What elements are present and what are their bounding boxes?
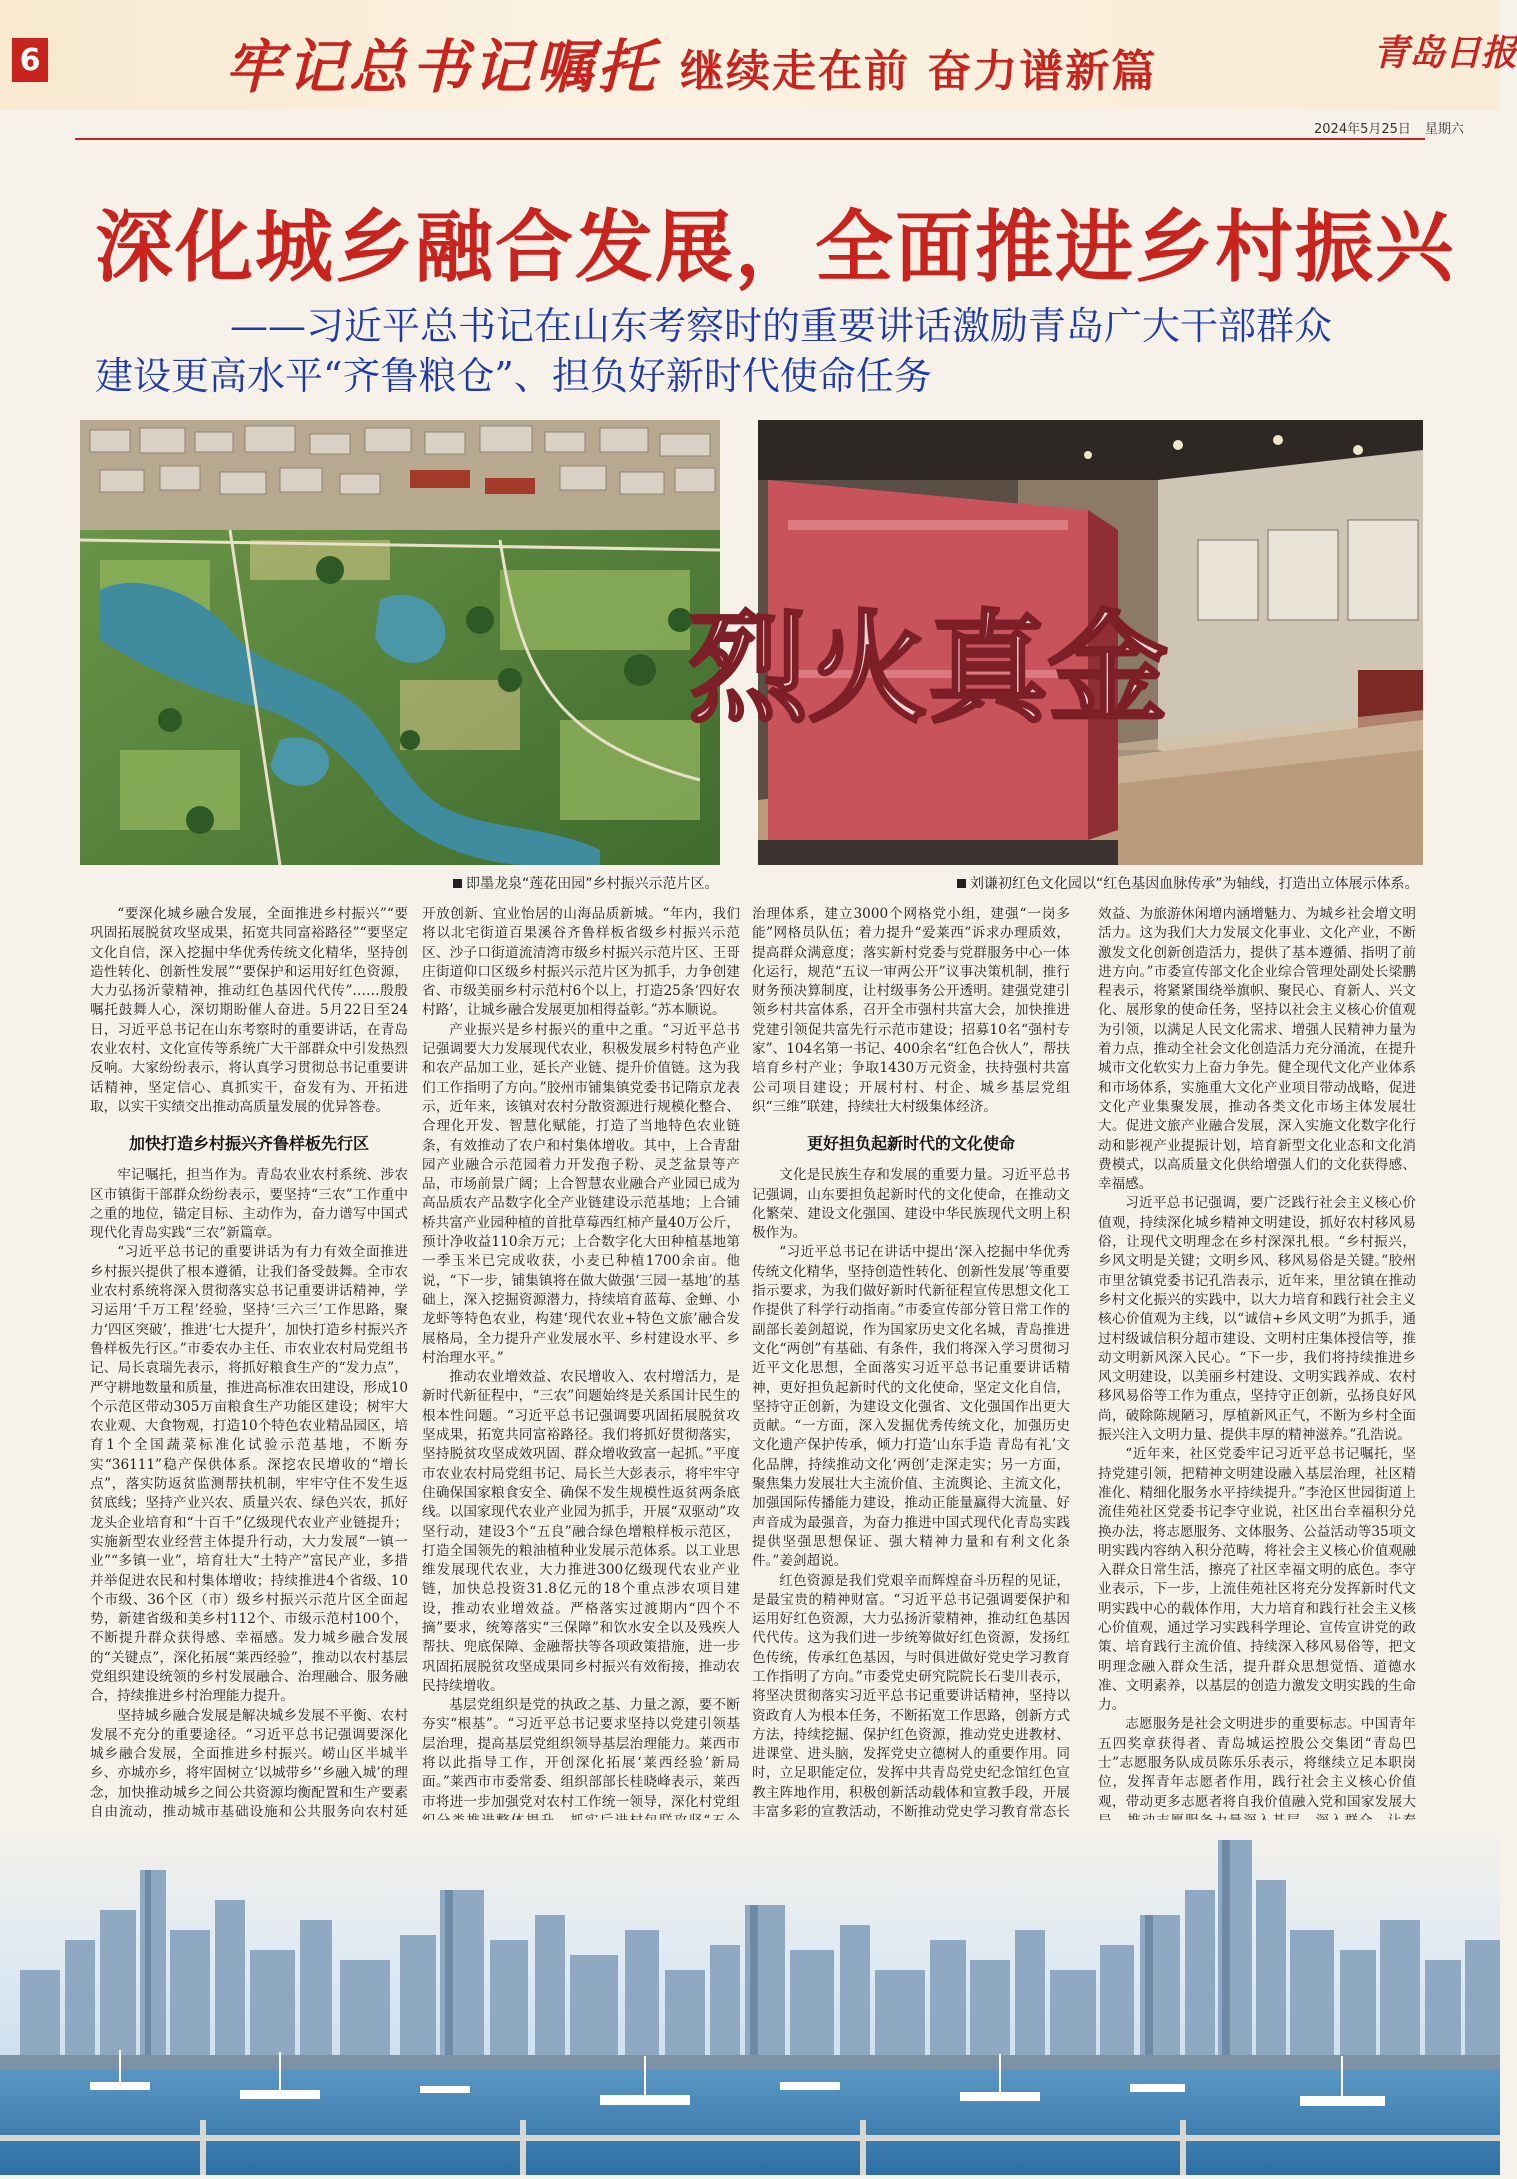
paragraph: 红色资源是我们党艰辛而辉煌奋斗历程的见证，是最宝贵的精神财富。“习近平总书记强调要保护和运用好红色资源，大力弘扬沂蒙精神，推动红色基因代代传。这为我们进一步统筹做好红色资源，发扬红色传统，传承红色基因，与时俱进做好党史学习教育工作指明了方向。”市委党史研究院院长石斐川表示，将坚决贯彻落实习近平总书记重要讲话精神，坚持以资政育人为根本任务，不断拓宽工作思路，创新方式方法，持续挖掘、保护红色资源，推动党史进教材、进课堂、进头脑，发挥党史立德树人的重要作用。同时，立足职能定位，发挥中共青岛党史纪念馆红色宣教主阵地作用，积极创新活动载体和宣教手段，开展丰富多彩的宣教活动，不断推动党史学习教育常态长 (752, 1572, 1070, 1821)
section-heading-rural: 加快打造乡村振兴齐鲁样板先行区 (128, 1134, 369, 1154)
article-column-4 (1098, 905, 1416, 1979)
page-number: 6 (12, 38, 48, 82)
banner-slogan: 继续走在前 奋力谱新篇 (680, 46, 1158, 97)
main-headline: 深化城乡融合发展，全面推进乡村振兴 (95, 202, 1456, 293)
paragraph: “近年来，社区党委牢记习近平总书记嘱托，坚持党建引领，把精神文明建设融入基层治理，社区精准化、精细化服务水平持续提升。”李沧区世园街道上流佳苑社区党委书记李守业说，社区出台幸福积分兑换办法，将志愿服务、文体服务、公益活动等35项文明实践内容纳入积分范畴，将社会主义核心价值观融入群众日常生活，擦亮了社区幸福文明的底色。李守业表示，下一步，上流佳苑社区将充分发挥新时代文明实践中心的载体作用，大力培育和践行社会主义核心价值观，通过学习实践科学理论、宣传宣讲党的政策、培育践行主流价值、持续深入移风易俗等，把文明理念融入群众生活，提升群众思想觉悟、道德水准、文明素养，以基层的创造力激发文明实践的生命力。 (1098, 1446, 1416, 1714)
photo-caption-left: 即墨龙泉“莲花田园”乡村振兴示范片区。 (453, 873, 719, 893)
header-divider (75, 138, 1425, 140)
article-column-1 (90, 905, 408, 1900)
city-skyline-photo (0, 1820, 1500, 2175)
paragraph: 习近平总书记强调，要广泛践行社会主义核心价值观，持续深化城乡精神文明建设，抓好农村移风易俗，让现代文明理念在乡村深深扎根。“乡村振兴，乡风文明是关键；文明乡风、移风易俗是关键。”胶州市里岔镇党委书记孔浩表示，近年来，里岔镇在推动乡村文化振兴的实践中，以大力培育和践行社会主义核心价值观为主线，以“诚信+乡风文明”为抓手，通过村级诚信积分超市建设、文明村庄集体授信等，推动文明新风深入民心。“下一步，我们将持续推进乡风文明建设，以美丽乡村建设、文明实践养成、农村移风易俗等工作为重点，坚持守正创新，弘扬良好风尚，破除陈规陋习，厚植新风正气，不断为乡村全面振兴注入文明力量、提供丰厚的精神滋养。”孔浩说。 (1098, 1195, 1416, 1444)
newspaper-logo: 青岛日报 (1373, 32, 1517, 74)
article-column-3 (752, 905, 1070, 1938)
paragraph: 产业振兴是乡村振兴的重中之重。“习近平总书记强调要大力发展现代农业，积极发展乡村特色产业和农产品加工业，延长产业链、提升价值链。这为我们工作指明了方向。”胶州市铺集镇党委书记隋京龙表示，近年来，该镇对农村分散资源进行规模化整合、合理化开发、智慧化赋能，打造了当地特色农业链条，有效推动了农户和村集体增收。其中，上合青甜园产业融合示范园着力开发孢子粉、灵芝盆景等产品，市场前景广阔；上合智慧农业融合产业园已成为高品质农产品数字化全产业链建设示范基地；上合铺桥共富产业园种植的首批草莓西红柿产量40万公斤，预计净收益110余万元；上合数字化大田种植基地第一季玉米已完成收获，小麦已种植1700余亩。他说，“下一步，铺集镇将在做大做强‘三园一基地’的基础上，深入挖掘资源潜力，持续培育蓝莓、金蝉、小龙虾等特色农业，构建‘现代农业+特色文旅’融合发展格局，全力提升产业发展水平、乡村建设水平、乡村治理水平。” (422, 1021, 740, 1366)
subheadline-line-1: ——习近平总书记在山东考察时的重要讲话激励青岛广大干部群众 (230, 304, 1333, 348)
photo-caption-right: 刘谦初红色文化园以“红色基因血脉传承”为轴线，打造出立体展示体系。 (957, 873, 1419, 893)
paragraph: “习近平总书记在讲话中提出‘深入挖掘中华优秀传统文化精华，坚持创造性转化、创新性发展’等重要指示要求，为我们做好新时代新征程宣传思想文化工作提供了科学行动指南。”市委宣传部分管日常工作的副部长姜剑超说，作为国家历史文化名城，青岛推进文化“两创”有基础、有条件，我们将深入学习贯彻习近平文化思想，全面落实习近平总书记重要讲话精神，更好担负起新时代的文化使命，坚定文化自信，坚持守正创新，为建设文化强省、文化强国作出更大贡献。“一方面，深入发掘优秀传统文化，加强历史文化遗产保护传承，倾力打造‘山东手造 青岛有礼’文化品牌，持续推动文化‘两创’走深走实；另一方面，聚焦集力发展壮大主流价值、主流舆论、主流文化，加强国际传播能力建设，推动正能量赢得大流量、好声音成为最强音，为奋力推进中国式现代化青岛实践提供坚强思想保证、强大精神力量和有利文化条件。”姜剑超说。 (752, 1244, 1070, 1570)
aerial-village-photo (80, 420, 720, 865)
exhibition-hall-photo (688, 420, 1423, 865)
article-column-2 (422, 905, 740, 1928)
paragraph: 志愿服务是社会文明进步的重要标志。中国青年五四奖章获得者、青岛城运控股公交集团“青岛巴士”志愿服务队成员陈乐乐表示，将继续立足本职岗位，发挥青年志愿者作用，践行社会主义核心价值观，带动更多志愿者将自我价值融入党和国家发展大 (1098, 1716, 1416, 1810)
banner-calligraphy: 牢记总书记嘱托 (225, 33, 660, 101)
paragraph: 治理体系，建立3000个网格党小组，建强“一岗多能”网格员队伍；着力提升“爱莱西”诉求办理质效，提高群众满意度；落实新村党委与党群服务中心一体化运行，规范“五议一审两公开”议事决策机制，推行财务预决算制度，让村级事务公开透明。建强党建引领乡村共富体系，召开全市强村共富大会，加快推进党建引领促共富先行示范市建设；招募10名“强村专家”、104名第一书记、400余名“红色合伙人”，帮扶培育乡村产业；争取1430万元资金，扶持强村共富公司项目建设；开展村村、村企、城乡基层党组织“三维”联建，持续壮大村级集体经济。 (752, 906, 1070, 1115)
section-heading-culture: 更好担负起新时代的文化使命 (806, 1134, 1015, 1154)
paragraph: 基层党组织是党的执政之基、力量之源，要不断夯实“根基”。“习近平总书记要求坚持以党建引领基层治理，提高基层党组织领导基层治理能力。莱西市将以此指导工作，开创深化拓展‘莱西经验’新局面。”莱西市市委常委、组织部部长桂晓峰表示，莱西市将进一步加强党对农村工作统一领导，深化村党组 (422, 1697, 740, 1810)
paragraph: 坚持城乡融合发展是解决城乡发展不平衡、农村发展不充分的重要途径。“习近平总书记强调要深化城乡融合发展，全面推进乡村振兴。崂山区半城半乡、亦城亦乡，将牢固树立‘以城带乡’‘乡融入城’的理念，加快推动城乡之间公共资源均衡配置和生产要素自由流动，推动城市基础设施和公共服务向农村延 (90, 1707, 408, 1821)
paragraph: 牢记嘱托，担当作为。青岛农业农村系统、涉农区市镇街干部群众纷纷表示，要坚持“三农”工作重中之重的地位，锚定目标、主动作为，奋力谱写中国式现代化青岛实践“三农”新篇章。 (90, 1167, 408, 1242)
paragraph: 效益、为旅游休闲增内涵增魅力、为城乡社会增文明活力。这为我们大力发展文化事业、文化产业，不断激发文化创新创造活力，提供了基本遵循、指明了前进方向。”市委宣传部文化企业综合管理处副处长梁鹏程表示，将紧紧围绕举旗帜、聚民心、育新人、兴文化、展形象的使命任务，坚持以社会主义核心价值观为引领，以满足人民文化需求、增强人民精神力量为着力点，推动全社会文化创造活力充分涌流，在提升城市文化软实力上奋力争先。健全现代文化产业体系和市场体系，实施重大文化产业项目带动战略，促进文化产业集聚发展，推动各类文化市场主体发展壮大。促进文旅产业融合发展，深入实施文化数字化行动和影视产业提振计划，培育新型文化业态和文化消费模式，以高质量文化供给增强人们的文化获得感、幸福感。 (1098, 906, 1416, 1193)
paragraph: 开放创新、宜业怡居的山海品质新城。“年内，我们将以北宅街道百果溪谷齐鲁样板省级乡村振兴示范区、沙子口街道流清湾市级乡村振兴示范片区、王哥庄街道仰口区级乡村振兴示范片区为抓手，力争创建省、市级美丽乡村示范村6个以上，打造25条‘四好农村路’，让城乡融合发展更加相得益彰。”苏本顺说。 (422, 906, 740, 1019)
paragraph: “要深化城乡融合发展，全面推进乡村振兴”“要巩固拓展脱贫攻坚成果，拓宽共同富裕路径”“要坚定文化自信，深入挖掘中华优秀传统文化精华，坚持创造性转化、创新性发展”“要保护和运用好红色资源，大力弘扬沂蒙精神，推动红色基因代代传”……殷殷嘱托鼓舞人心，深切期盼催人奋进。5月22日至24日，习近平总书记在山东考察时的重要讲话，在青岛农业农村、文化宣传等系统广大干部群众中引发热烈反响。大家纷纷表示，将认真学习贯彻总书记重要讲话精神，坚定信心、真抓实干，奋发有为、开拓进取，以实干实绩交出推动高质量发展的优异答卷。 (90, 906, 408, 1115)
paragraph: “习近平总书记的重要讲话为有力有效全面推进乡村振兴提供了根本遵循，让我们备受鼓舞。全市农业农村系统将深入贯彻落实总书记重要讲话精神，学习运用‘千万工程’经验，坚持‘三六三’工作思路，聚力‘四区突破’，推进‘七大提升’，加快打造乡村振兴齐鲁样板先行区。”市委农办主任、市农业农村局党组书记、局长袁瑞先表示，将抓好粮食生产的“发力点”，严守耕地数量和质量，推进高标准农田建设，形成10个示范区带动305万亩粮食生产功能区建设；树牢大农业观、大食物观，打造10个特色农业精品园区，培育1个全国蔬菜标准化试验示范基地，不断夯实“36111”稳产保供体系。深挖农民增收的“增长点”，落实防返贫监测帮扶机制，牢牢守住不发生返贫底线；坚持产业兴农、质量兴农、绿色兴农，抓好龙头企业培育和“十百千”亿级现代农业产业链提升；实施新型农业经营主体提升行动，大力发展“一镇一业”“多镇一业”，培育壮大“土特产”富民产业，多措并举促进农民和村集体增收；持续推进4个省级、10个市级、36个区（市）级乡村振兴示范片区全面起势，新建省级和美乡村112个、市级示范村100个，不断提升群众获得感、幸福感。发力城乡融合发展的“关键点”，深化拓展“莱西经验”，推动以农村基层党组织建设统领的乡村发展融合、治理融合、服务融合，持续推进乡村治理能力提升。 (90, 1244, 408, 1705)
subheadline-line-2: 建设更高水平“齐鲁粮仓”、担负好新时代使命任务 (95, 354, 932, 398)
paragraph: 推动农业增效益、农民增收入、农村增活力，是新时代新征程中，“三农”问题始终是关系国计民生的根本性问题。“习近平总书记强调要巩固拓展脱贫攻坚成果，拓宽共同富裕路径。我们将抓好贯彻落实，坚持脱贫攻坚成效巩固、群众增收致富一起抓。”平度市农业农村局党组书记、局长兰大彭表示，将牢牢守住确保国家粮食安全、确保不发生规模性返贫两条底线。以国家现代农业产业园为抓手，开展“双驱动”攻坚行动，建设3个“五良”融合绿色增粮样板示范区，打造全国领先的粮油植种业发展示范体系。以工业思维发展现代农业，大力推进300亿级现代农业产业链，加快总投资31.8亿元的18个重点涉农项目建设，推动农业增效益。严格落实过渡期内“四个不摘”要求，统筹落实“三保障”和饮水安全以及残疾人帮扶、兜底保障、金融帮扶等各项政策措施，进一步巩固拓展脱贫攻坚成果同乡村振兴有效衔接，推动农民持续增收。 (422, 1369, 740, 1694)
dateline (1300, 118, 1464, 137)
top-banner (0, 0, 1517, 110)
issue-date: 2024年5月25日 (1314, 122, 1411, 137)
issue-weekday: 星期六 (1424, 122, 1464, 137)
installation-lettering: 烈火真金 (688, 598, 1168, 739)
paragraph: 文化是民族生存和发展的重要力量。习近平总书记强调，山东要担负起新时代的文化使命，在推动文化繁荣、建设文化强国、建设中华民族现代文明上积极作为。 (752, 1167, 1070, 1242)
